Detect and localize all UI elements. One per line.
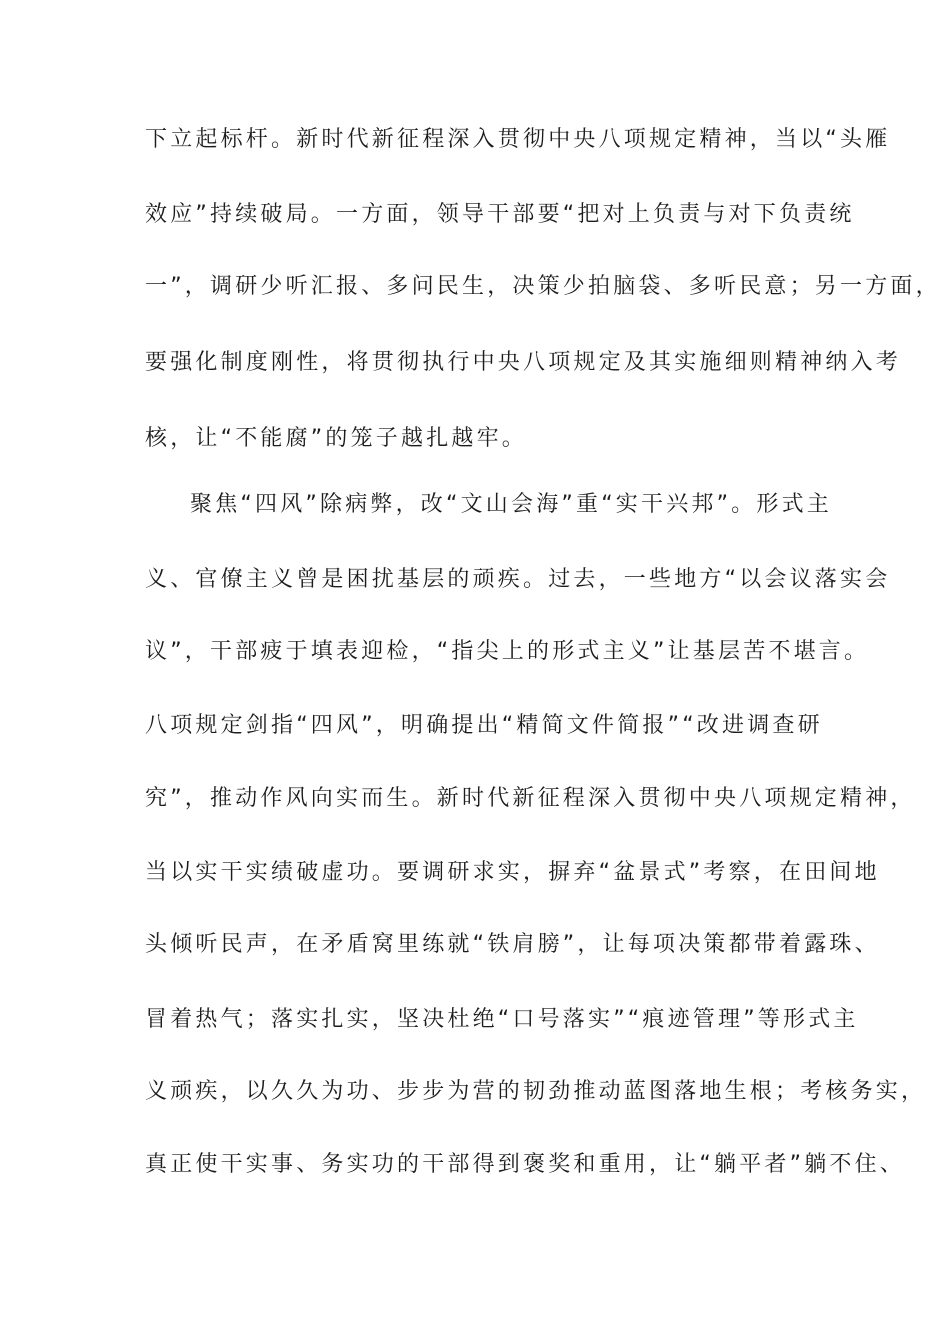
text-line: 当以实干实绩破虚功。要调研求实，摒弃“盆景式”考察，在田间地 <box>145 860 880 885</box>
text-line: 义顽疾，以久久为功、步步为营的韧劲推动蓝图落地生根；考核务实， <box>145 1079 927 1104</box>
text-line: 效应”持续破局。一方面，领导干部要“把对上负责与对下负责统 <box>145 202 855 227</box>
paragraph-first-line: 聚焦“四风”除病弊，改“文山会海”重“实干兴邦”。形式主 <box>190 492 832 517</box>
text-line: 八项规定剑指“四风”，明确提出“精简文件简报”“改进调查研 <box>145 713 823 738</box>
text-line: 下立起标杆。新时代新征程深入贯彻中央八项规定精神，当以“头雁 <box>145 127 891 152</box>
text-line: 议”，干部疲于填表迎检，“指尖上的形式主义”让基层苦不堪言。 <box>145 639 870 664</box>
text-line: 究”，推动作风向实而生。新时代新征程深入贯彻中央八项规定精神， <box>145 786 916 811</box>
text-line: 头倾听民声，在矛盾窝里练就“铁肩膀”，让每项决策都带着露珠、 <box>145 932 880 957</box>
text-line: 一”，调研少听汇报、多问民生，决策少拍脑袋、多听民意；另一方面， <box>145 274 941 299</box>
text-line: 要强化制度刚性，将贯彻执行中央八项规定及其实施细则精神纳入考 <box>145 350 902 375</box>
text-line: 义、官僚主义曾是困扰基层的顽疾。过去，一些地方“以会议落实会 <box>145 567 891 592</box>
text-line: 核，让“不能腐”的笼子越扎越牢。 <box>145 426 527 451</box>
text-line: 冒着热气；落实扎实，坚决杜绝“口号落实”“痕迹管理”等形式主 <box>145 1007 859 1032</box>
text-line: 真正使干实事、务实功的干部得到褒奖和重用，让“躺平者”躺不住、 <box>145 1152 905 1177</box>
